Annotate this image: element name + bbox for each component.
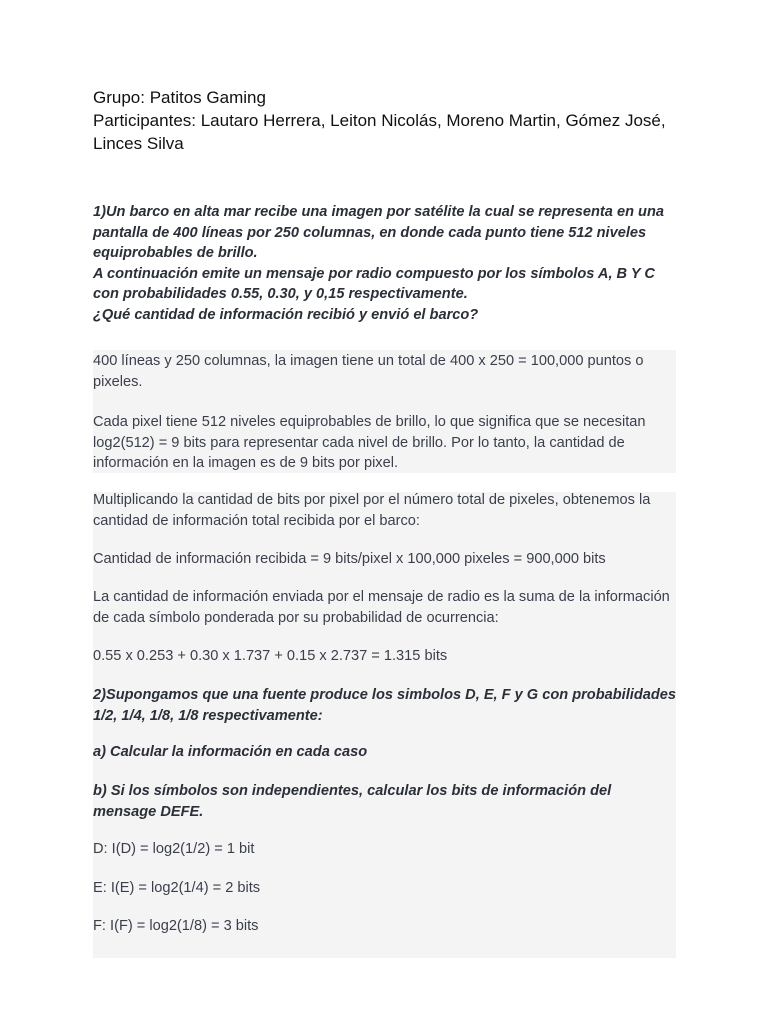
answer-2-symbol-d: D: I(D) = log2(1/2) = 1 bit xyxy=(93,841,255,857)
answer-2-symbol-f: F: I(F) = log2(1/8) = 3 bits xyxy=(93,918,259,934)
group-name: Grupo: Patitos Gaming xyxy=(93,88,266,107)
question-2-part-a: a) Calcular la información en cada caso xyxy=(93,744,368,760)
answer-1-paragraph-3: Multiplicando la cantidad de bits por pixel por el número total de pixeles, obtenemos la cantidad de información total recibida por el barco: xyxy=(93,492,651,529)
question-2-part-b: b) Si los símbolos son independientes, calcular los bits de información del mensage DEFE. xyxy=(93,783,612,820)
answer-1-paragraph-1: 400 líneas y 250 columnas, la imagen tiene un total de 400 x 250 = 100,000 puntos o pixeles. xyxy=(93,353,644,390)
question-2-intro: 2)Supongamos que una fuente produce los simbolos D, E, F y G con probabilidades 1/2, 1/4, 1/8, 1/8 respectivamente: xyxy=(93,687,677,724)
answer-1-paragraph-2: Cada pixel tiene 512 niveles equiprobables de brillo, lo que significa que se necesitan log2(512) = 9 bits para representar cada nivel de brillo. Por lo tanto, la cantidad de información en la imagen es de 9 bits por pixel. xyxy=(93,414,646,471)
question-1-statement: 1)Un barco en alta mar recibe una imagen por satélite la cual se representa en una pantalla de 400 líneas por 250 columnas, en donde cada punto tiene 512 niveles equiprobables de brillo. xyxy=(93,204,664,261)
answer-1-received-total: Cantidad de información recibida = 9 bits/pixel x 100,000 pixeles = 900,000 bits xyxy=(93,551,606,567)
answer-1-sent-formula: 0.55 x 0.253 + 0.30 x 1.737 + 0.15 x 2.737 = 1.315 bits xyxy=(93,648,448,664)
question-1-message: A continuación emite un mensaje por radio compuesto por los símbolos A, B Y C con probabilidades 0.55, 0.30, y 0,15 respectivamente. xyxy=(93,265,655,302)
answer-2-symbol-e: E: I(E) = log2(1/4) = 2 bits xyxy=(93,880,261,896)
document-header xyxy=(93,86,693,155)
answer-1-paragraph-5: La cantidad de información enviada por el mensaje de radio es la suma de la información de cada símbolo ponderada por su probabilidad de ocurrencia: xyxy=(93,589,670,626)
question-1 xyxy=(93,202,676,325)
question-1-ask: ¿Qué cantidad de información recibió y envió el barco? xyxy=(93,306,479,323)
participants-list: Participantes: Lautaro Herrera, Leiton Nicolás, Moreno Martin, Gómez José, Linces Silva xyxy=(93,111,666,153)
